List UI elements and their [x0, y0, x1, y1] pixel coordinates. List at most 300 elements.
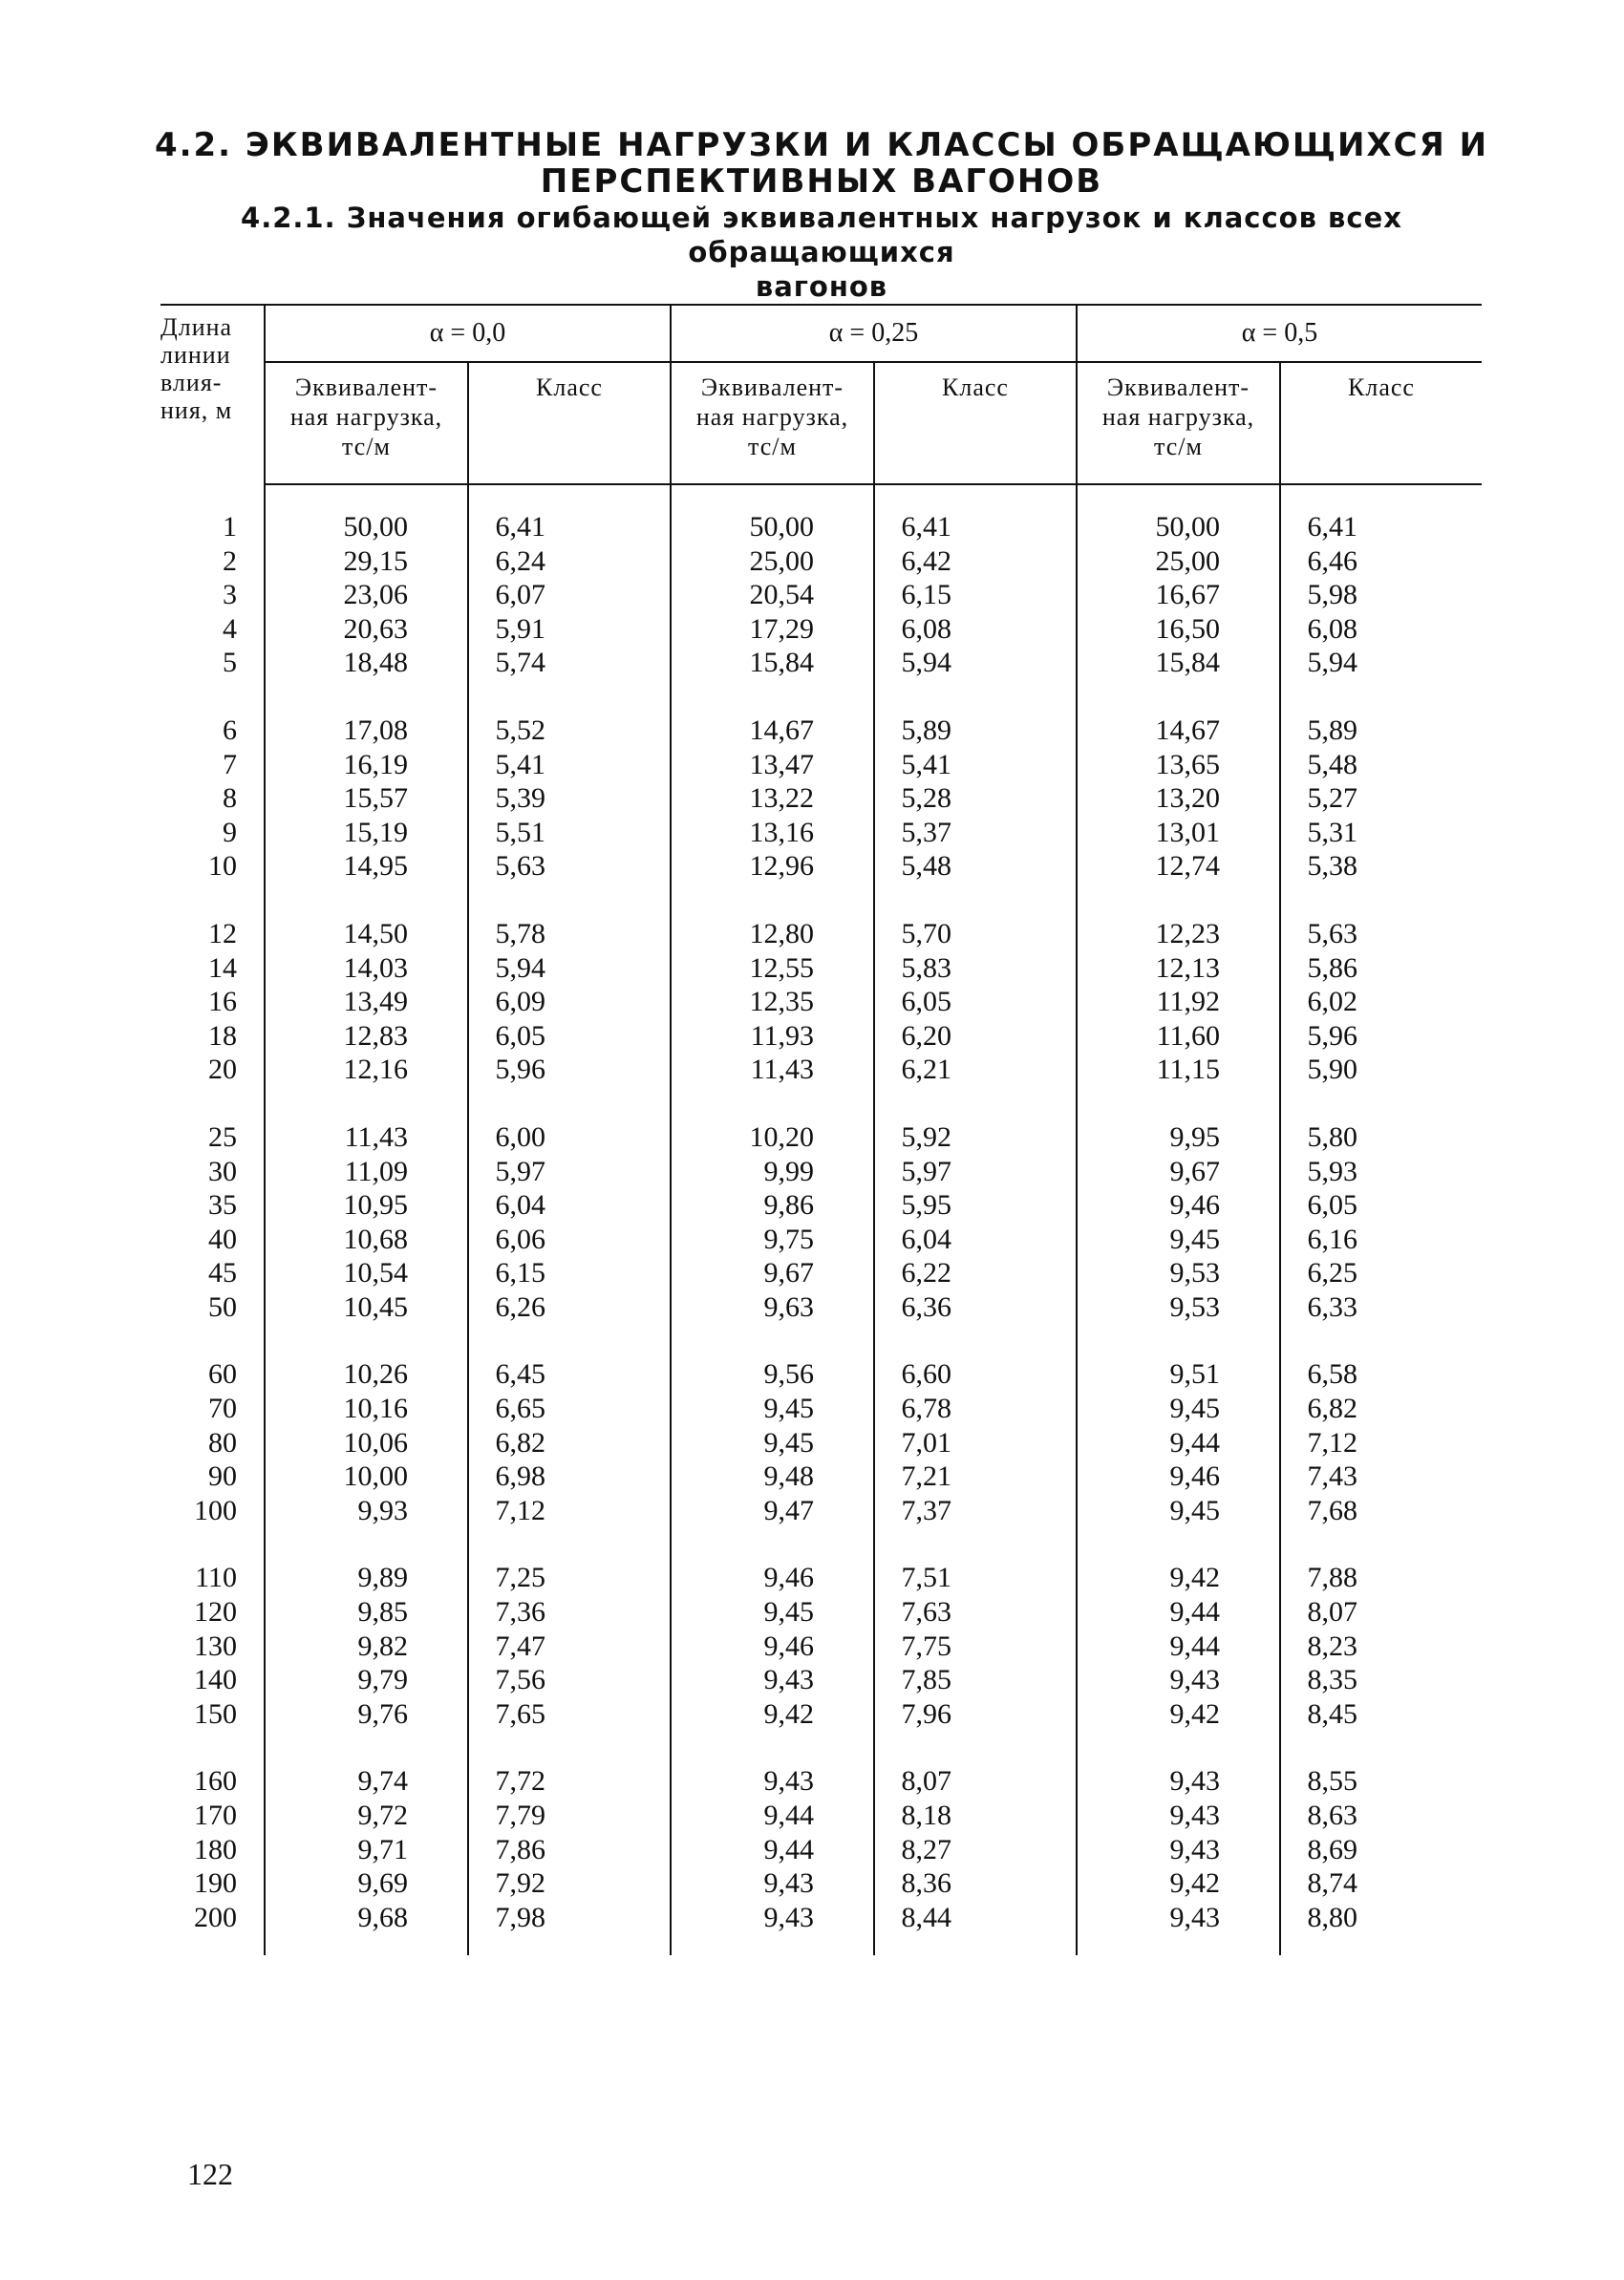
length-header-line: Длина — [160, 313, 233, 341]
table-row — [160, 1866, 1482, 1901]
class-cell: 5,94 — [874, 646, 1077, 680]
equiv-load-cell: 9,79 — [265, 1663, 468, 1697]
equiv-load-cell: 10,54 — [265, 1256, 468, 1290]
spacer-cell — [265, 1324, 468, 1357]
class-cell: 5,39 — [468, 781, 671, 816]
table-row — [160, 1561, 1482, 1595]
class-cell: 5,41 — [468, 748, 671, 782]
equiv-header-line: ная нагрузка, — [695, 403, 849, 431]
equiv-load-cell: 9,74 — [265, 1764, 468, 1799]
table-row — [160, 1426, 1482, 1460]
equiv-load-cell: 10,68 — [265, 1223, 468, 1257]
spacer-cell — [468, 1934, 671, 1955]
spacer-cell — [874, 1324, 1077, 1357]
section-title — [143, 127, 1500, 200]
length-cell: 40 — [208, 1223, 237, 1255]
equiv-load-cell: 14,95 — [265, 849, 468, 884]
spacer-cell — [160, 884, 265, 917]
spacer-row — [160, 484, 1482, 510]
length-cell: 120 — [194, 1596, 237, 1629]
class-cell: 7,92 — [468, 1866, 671, 1901]
class-cell: 6,82 — [1280, 1392, 1482, 1426]
spacer-cell — [1280, 1731, 1482, 1764]
class-cell: 6,04 — [874, 1223, 1077, 1257]
class-cell: 6,08 — [874, 612, 1077, 647]
spacer-cell — [1077, 1324, 1280, 1357]
spacer-cell — [1077, 1731, 1280, 1764]
equiv-load-cell: 13,01 — [1077, 816, 1280, 850]
equiv-load-cell: 20,63 — [265, 612, 468, 647]
class-cell: 7,12 — [468, 1494, 671, 1528]
equiv-header-line: ная нагрузка, — [1101, 403, 1255, 431]
equiv-load-cell: 9,43 — [671, 1764, 874, 1799]
table-row — [160, 646, 1482, 680]
class-cell: 6,07 — [468, 578, 671, 612]
spacer-cell — [160, 1934, 265, 1955]
class-cell: 6,20 — [874, 1019, 1077, 1054]
spacer-cell — [265, 1731, 468, 1764]
equiv-header-line: тс/м — [748, 433, 797, 460]
spacer-cell — [265, 1527, 468, 1561]
class-cell: 8,35 — [1280, 1663, 1482, 1697]
equiv-load-cell: 9,43 — [1077, 1833, 1280, 1867]
class-cell: 6,05 — [468, 1019, 671, 1054]
equiv-load-cell: 9,63 — [671, 1290, 874, 1325]
equiv-load-cell: 9,93 — [265, 1494, 468, 1528]
equiv-load-cell: 50,00 — [671, 510, 874, 544]
spacer-cell — [160, 1324, 265, 1357]
equiv-load-cell: 9,45 — [1077, 1494, 1280, 1528]
equiv-header-line: Эквивалент- — [294, 373, 438, 401]
equiv-load-header — [1077, 362, 1280, 484]
spacer-row — [160, 1731, 1482, 1764]
equiv-load-header — [671, 362, 874, 484]
equiv-load-cell: 9,43 — [1077, 1901, 1280, 1935]
class-cell: 6,46 — [1280, 544, 1482, 579]
class-cell: 5,96 — [1280, 1019, 1482, 1054]
equiv-load-cell: 13,22 — [671, 781, 874, 816]
spacer-cell — [671, 1324, 874, 1357]
class-cell: 7,98 — [468, 1901, 671, 1935]
class-cell: 5,96 — [468, 1053, 671, 1087]
equivalent-loads-table — [160, 304, 1482, 1955]
equiv-load-cell: 12,80 — [671, 917, 874, 951]
class-cell: 5,89 — [1280, 714, 1482, 748]
class-cell: 8,07 — [1280, 1595, 1482, 1630]
equiv-load-cell: 20,54 — [671, 578, 874, 612]
class-cell: 7,51 — [874, 1561, 1077, 1595]
equiv-load-cell: 14,67 — [671, 714, 874, 748]
equiv-load-cell: 17,29 — [671, 612, 874, 647]
table-row — [160, 816, 1482, 850]
equiv-load-cell: 9,45 — [671, 1392, 874, 1426]
equiv-load-cell: 11,60 — [1077, 1019, 1280, 1054]
class-cell: 8,27 — [874, 1833, 1077, 1867]
equiv-load-cell: 9,69 — [265, 1866, 468, 1901]
class-cell: 6,78 — [874, 1392, 1077, 1426]
length-cell: 1 — [223, 511, 237, 543]
equiv-load-cell: 9,43 — [671, 1663, 874, 1697]
equiv-load-cell: 9,45 — [1077, 1392, 1280, 1426]
spacer-cell — [874, 680, 1077, 714]
equiv-header-line: Эквивалент- — [1106, 373, 1250, 401]
class-cell: 6,08 — [1280, 612, 1482, 647]
class-cell: 7,88 — [1280, 1561, 1482, 1595]
spacer-cell — [1077, 1934, 1280, 1955]
length-cell: 110 — [195, 1562, 237, 1594]
table-row — [160, 1460, 1482, 1494]
equiv-load-cell: 10,95 — [265, 1188, 468, 1223]
spacer-row — [160, 1527, 1482, 1561]
equiv-load-cell: 9,51 — [1077, 1357, 1280, 1392]
spacer-cell — [1077, 1527, 1280, 1561]
class-cell: 5,92 — [874, 1120, 1077, 1155]
class-cell: 7,86 — [468, 1833, 671, 1867]
spacer-cell — [160, 484, 265, 510]
class-header: Класс — [468, 362, 671, 484]
group-header-alpha-025: α = 0,25 — [671, 305, 1077, 362]
spacer-cell — [265, 484, 468, 510]
class-cell: 7,21 — [874, 1460, 1077, 1494]
equiv-load-cell: 9,82 — [265, 1630, 468, 1664]
length-cell: 9 — [223, 816, 237, 848]
length-cell: 16 — [208, 986, 237, 1018]
equiv-load-cell: 9,43 — [671, 1866, 874, 1901]
length-cell: 160 — [194, 1765, 237, 1798]
equiv-load-cell: 29,15 — [265, 544, 468, 579]
class-cell: 6,25 — [1280, 1256, 1482, 1290]
spacer-row — [160, 680, 1482, 714]
class-cell: 7,56 — [468, 1663, 671, 1697]
group-header-alpha-0: α = 0,0 — [265, 305, 671, 362]
class-cell: 6,65 — [468, 1392, 671, 1426]
equiv-header-line: тс/м — [342, 433, 391, 460]
equiv-load-cell: 9,68 — [265, 1901, 468, 1935]
class-cell: 5,94 — [468, 951, 671, 986]
length-cell: 45 — [208, 1257, 237, 1289]
spacer-cell — [874, 884, 1077, 917]
section-title-line2: ПЕРСПЕКТИВНЫХ ВАГОНОВ — [540, 162, 1103, 201]
class-cell: 5,83 — [874, 951, 1077, 986]
table-row — [160, 1120, 1482, 1155]
class-cell: 5,48 — [1280, 748, 1482, 782]
equiv-header-line: Эквивалент- — [700, 373, 844, 401]
equiv-load-cell: 15,84 — [671, 646, 874, 680]
equiv-load-cell: 9,44 — [1077, 1426, 1280, 1460]
equiv-load-cell: 9,46 — [671, 1561, 874, 1595]
length-cell: 2 — [223, 544, 237, 577]
class-cell: 5,86 — [1280, 951, 1482, 986]
table-row — [160, 1901, 1482, 1935]
section-title-line1: 4.2. ЭКВИВАЛЕНТНЫЕ НАГРУЗКИ И КЛАССЫ ОБРАЩАЮЩИХСЯ И — [154, 126, 1489, 164]
equiv-load-cell: 12,55 — [671, 951, 874, 986]
spacer-cell — [874, 484, 1077, 510]
spacer-cell — [160, 1527, 265, 1561]
class-cell: 6,22 — [874, 1256, 1077, 1290]
class-cell: 6,16 — [1280, 1223, 1482, 1257]
equiv-load-cell: 9,42 — [1077, 1561, 1280, 1595]
table-row — [160, 748, 1482, 782]
equivalent-loads-table-container — [160, 304, 1482, 1955]
equiv-load-cell: 9,43 — [1077, 1764, 1280, 1799]
spacer-row — [160, 1324, 1482, 1357]
equiv-load-cell: 17,08 — [265, 714, 468, 748]
equiv-load-cell: 9,44 — [671, 1833, 874, 1867]
table-row — [160, 1188, 1482, 1223]
table-row — [160, 781, 1482, 816]
length-cell: 90 — [208, 1460, 237, 1493]
equiv-load-cell: 9,95 — [1077, 1120, 1280, 1155]
spacer-cell — [874, 1527, 1077, 1561]
table-row — [160, 849, 1482, 884]
equiv-load-cell: 9,47 — [671, 1494, 874, 1528]
class-cell: 7,85 — [874, 1663, 1077, 1697]
spacer-cell — [1280, 1934, 1482, 1955]
class-cell: 6,24 — [468, 544, 671, 579]
spacer-cell — [874, 1731, 1077, 1764]
class-cell: 7,65 — [468, 1697, 671, 1732]
class-cell: 7,37 — [874, 1494, 1077, 1528]
table-row — [160, 1256, 1482, 1290]
class-cell: 6,41 — [1280, 510, 1482, 544]
table-row — [160, 510, 1482, 544]
equiv-load-cell: 23,06 — [265, 578, 468, 612]
length-cell: 5 — [223, 647, 237, 679]
page-number: 122 — [187, 2157, 233, 2191]
table-row — [160, 1019, 1482, 1054]
spacer-cell — [160, 680, 265, 714]
class-cell: 6,41 — [468, 510, 671, 544]
equiv-load-cell: 9,46 — [1077, 1188, 1280, 1223]
spacer-cell — [874, 1087, 1077, 1120]
class-cell: 6,15 — [874, 578, 1077, 612]
spacer-cell — [1280, 680, 1482, 714]
equiv-load-cell: 16,67 — [1077, 578, 1280, 612]
spacer-cell — [1077, 884, 1280, 917]
equiv-load-cell: 11,43 — [671, 1053, 874, 1087]
class-cell: 5,95 — [874, 1188, 1077, 1223]
length-cell: 7 — [223, 748, 237, 780]
class-cell: 5,89 — [874, 714, 1077, 748]
equiv-load-cell: 50,00 — [1077, 510, 1280, 544]
equiv-load-cell: 9,44 — [1077, 1630, 1280, 1664]
length-cell: 30 — [208, 1155, 237, 1187]
class-cell: 6,26 — [468, 1290, 671, 1325]
class-cell: 5,28 — [874, 781, 1077, 816]
equiv-load-cell: 16,50 — [1077, 612, 1280, 647]
equiv-load-cell: 14,03 — [265, 951, 468, 986]
equiv-load-cell: 15,19 — [265, 816, 468, 850]
equiv-load-cell: 9,76 — [265, 1697, 468, 1732]
table-row — [160, 1799, 1482, 1833]
length-header-line: ния, м — [160, 396, 233, 424]
table-row — [160, 612, 1482, 647]
equiv-load-cell: 12,74 — [1077, 849, 1280, 884]
table-row — [160, 1053, 1482, 1087]
spacer-cell — [1077, 1087, 1280, 1120]
length-cell: 35 — [208, 1189, 237, 1222]
class-cell: 7,75 — [874, 1630, 1077, 1664]
class-cell: 5,37 — [874, 816, 1077, 850]
spacer-cell — [160, 1731, 265, 1764]
table-row — [160, 1392, 1482, 1426]
class-cell: 7,12 — [1280, 1426, 1482, 1460]
spacer-cell — [671, 884, 874, 917]
equiv-load-cell: 11,92 — [1077, 985, 1280, 1019]
equiv-load-cell: 9,67 — [671, 1256, 874, 1290]
equiv-load-cell: 12,35 — [671, 985, 874, 1019]
length-cell: 180 — [194, 1833, 237, 1865]
class-cell: 8,80 — [1280, 1901, 1482, 1935]
equiv-load-cell: 9,85 — [265, 1595, 468, 1630]
equiv-load-cell: 9,72 — [265, 1799, 468, 1833]
class-header: Класс — [874, 362, 1077, 484]
class-cell: 8,45 — [1280, 1697, 1482, 1732]
spacer-cell — [671, 1934, 874, 1955]
class-cell: 5,48 — [874, 849, 1077, 884]
subsection-title-line2: вагонов — [755, 270, 888, 303]
spacer-cell — [468, 680, 671, 714]
equiv-load-cell: 9,45 — [1077, 1223, 1280, 1257]
spacer-cell — [1077, 680, 1280, 714]
equiv-load-cell: 12,96 — [671, 849, 874, 884]
class-cell: 5,41 — [874, 748, 1077, 782]
class-cell: 8,63 — [1280, 1799, 1482, 1833]
class-cell: 7,25 — [468, 1561, 671, 1595]
equiv-load-cell: 11,09 — [265, 1155, 468, 1189]
equiv-load-cell: 9,43 — [1077, 1799, 1280, 1833]
class-cell: 8,69 — [1280, 1833, 1482, 1867]
class-cell: 6,09 — [468, 985, 671, 1019]
equiv-load-cell: 9,75 — [671, 1223, 874, 1257]
equiv-load-cell: 14,67 — [1077, 714, 1280, 748]
class-cell: 6,05 — [874, 985, 1077, 1019]
length-cell: 4 — [223, 612, 237, 645]
class-cell: 7,47 — [468, 1630, 671, 1664]
equiv-header-line: тс/м — [1154, 433, 1203, 460]
equiv-load-cell: 13,47 — [671, 748, 874, 782]
class-cell: 6,45 — [468, 1357, 671, 1392]
equiv-load-cell: 25,00 — [671, 544, 874, 579]
equiv-load-cell: 10,45 — [265, 1290, 468, 1325]
length-cell: 80 — [208, 1426, 237, 1459]
length-cell: 12 — [208, 917, 237, 949]
spacer-cell — [265, 1087, 468, 1120]
table-row — [160, 1494, 1482, 1528]
spacer-cell — [468, 1527, 671, 1561]
equiv-load-cell: 9,71 — [265, 1833, 468, 1867]
equiv-load-cell: 9,67 — [1077, 1155, 1280, 1189]
class-cell: 7,43 — [1280, 1460, 1482, 1494]
equiv-load-cell: 9,53 — [1077, 1290, 1280, 1325]
class-cell: 5,97 — [468, 1155, 671, 1189]
equiv-load-cell: 9,42 — [671, 1697, 874, 1732]
equiv-load-cell: 9,46 — [1077, 1460, 1280, 1494]
table-row — [160, 1697, 1482, 1732]
equiv-load-cell: 9,86 — [671, 1188, 874, 1223]
length-header-line: линии — [160, 341, 231, 369]
table-row — [160, 1833, 1482, 1867]
table-row — [160, 1155, 1482, 1189]
class-cell: 7,36 — [468, 1595, 671, 1630]
spacer-cell — [1280, 1527, 1482, 1561]
equiv-load-cell: 9,48 — [671, 1460, 874, 1494]
table-row — [160, 578, 1482, 612]
class-cell: 8,07 — [874, 1764, 1077, 1799]
length-cell: 130 — [194, 1630, 237, 1662]
length-header-line: влия- — [160, 369, 223, 396]
class-cell: 5,94 — [1280, 646, 1482, 680]
equiv-load-cell: 14,50 — [265, 917, 468, 951]
class-cell: 6,02 — [1280, 985, 1482, 1019]
class-cell: 6,06 — [468, 1223, 671, 1257]
equiv-load-cell: 25,00 — [1077, 544, 1280, 579]
equiv-load-cell: 11,43 — [265, 1120, 468, 1155]
length-cell: 200 — [194, 1901, 237, 1933]
table-row — [160, 1663, 1482, 1697]
spacer-row — [160, 1934, 1482, 1955]
table-row — [160, 1290, 1482, 1325]
class-cell: 7,63 — [874, 1595, 1077, 1630]
spacer-row — [160, 884, 1482, 917]
class-cell: 7,79 — [468, 1799, 671, 1833]
class-cell: 5,27 — [1280, 781, 1482, 816]
spacer-cell — [1077, 484, 1280, 510]
equiv-load-cell: 9,46 — [671, 1630, 874, 1664]
spacer-cell — [1280, 484, 1482, 510]
class-cell: 8,23 — [1280, 1630, 1482, 1664]
class-cell: 8,18 — [874, 1799, 1077, 1833]
class-cell: 5,74 — [468, 646, 671, 680]
class-cell: 5,98 — [1280, 578, 1482, 612]
subsection-title — [143, 201, 1500, 304]
table-row — [160, 917, 1482, 951]
class-cell: 5,63 — [1280, 917, 1482, 951]
equiv-load-cell: 9,45 — [671, 1426, 874, 1460]
class-cell: 5,93 — [1280, 1155, 1482, 1189]
equiv-load-cell: 18,48 — [265, 646, 468, 680]
class-cell: 7,68 — [1280, 1494, 1482, 1528]
spacer-cell — [468, 1731, 671, 1764]
table-row — [160, 714, 1482, 748]
equiv-load-cell: 9,44 — [1077, 1595, 1280, 1630]
equiv-load-cell: 12,16 — [265, 1053, 468, 1087]
table-row — [160, 985, 1482, 1019]
class-cell: 5,38 — [1280, 849, 1482, 884]
class-cell: 5,78 — [468, 917, 671, 951]
class-cell: 6,36 — [874, 1290, 1077, 1325]
length-cell: 25 — [208, 1120, 237, 1153]
length-cell: 190 — [194, 1867, 237, 1900]
class-cell: 6,33 — [1280, 1290, 1482, 1325]
table-row — [160, 1595, 1482, 1630]
class-cell: 5,70 — [874, 917, 1077, 951]
subsection-title-line1: 4.2.1. Значения огибающей эквивалентных нагрузок и классов всех обращающихся — [241, 202, 1402, 268]
table-row — [160, 1357, 1482, 1392]
equiv-load-cell: 9,43 — [1077, 1663, 1280, 1697]
equiv-load-cell: 9,42 — [1077, 1697, 1280, 1732]
spacer-cell — [265, 680, 468, 714]
class-cell: 7,01 — [874, 1426, 1077, 1460]
spacer-cell — [671, 1087, 874, 1120]
class-cell: 6,60 — [874, 1357, 1077, 1392]
length-cell: 6 — [223, 714, 237, 746]
length-cell: 10 — [208, 850, 237, 883]
class-cell: 5,80 — [1280, 1120, 1482, 1155]
class-cell: 6,58 — [1280, 1357, 1482, 1392]
class-cell: 6,82 — [468, 1426, 671, 1460]
equiv-load-cell: 13,65 — [1077, 748, 1280, 782]
